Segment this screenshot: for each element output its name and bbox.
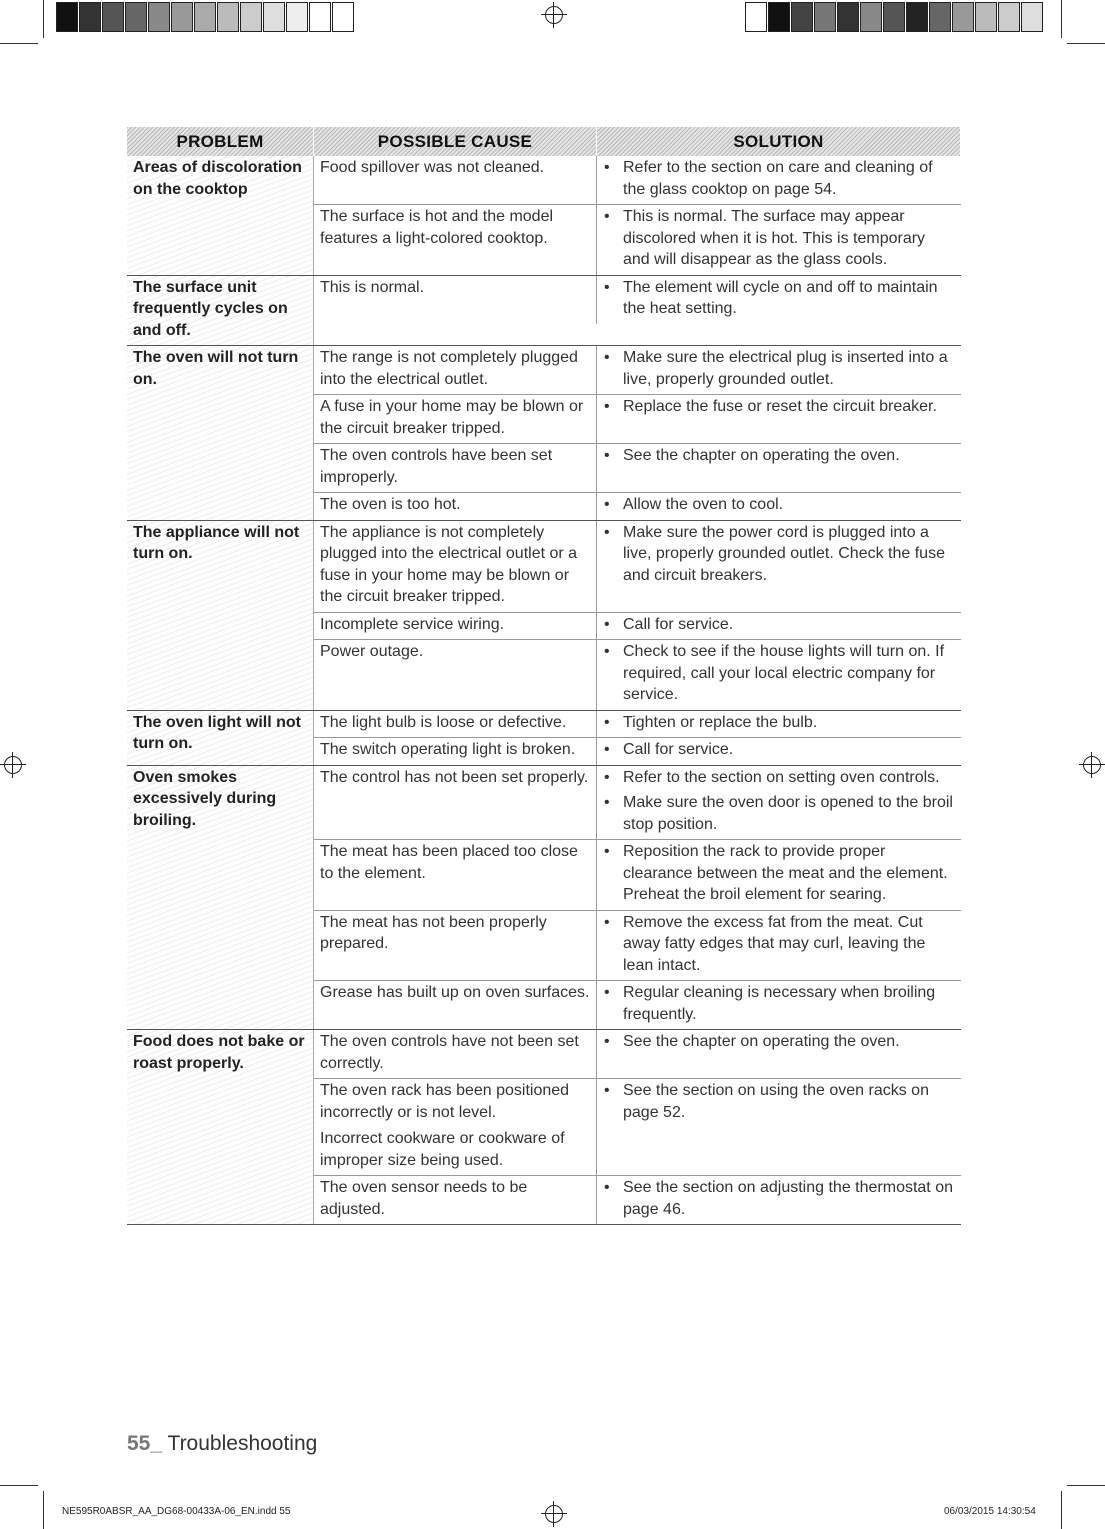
cause-cell: The meat has been placed too close to the element. [314, 840, 597, 910]
solution-cell [597, 766, 961, 840]
page-number: 55_ [127, 1432, 163, 1455]
solution-text: Replace the fuse or reset the circuit breaker. [623, 398, 937, 415]
cause-cell: Food spillover was not cleaned. [314, 156, 597, 204]
cause-cell: The control has not been set properly. [314, 766, 597, 840]
header-solution: SOLUTION [597, 127, 961, 156]
solution-item [603, 641, 955, 706]
solution-text: Make sure the oven door is opened to the broil stop position. [623, 794, 953, 833]
cause-cell: The switch operating light is broken. [314, 738, 597, 765]
header-problem: PROBLEM [127, 127, 314, 156]
cause-cell: Incorrect cookware or cookware of improper size being used. [314, 1127, 597, 1175]
solution-cell [597, 738, 961, 765]
problem-group [127, 346, 961, 521]
table-row [314, 394, 961, 443]
solution-item [603, 1177, 955, 1220]
bullet-icon: • [604, 1033, 610, 1050]
solution-item [603, 614, 955, 636]
solution-cell [597, 521, 961, 612]
color-bar-right [745, 2, 1044, 32]
cause-cell: The surface is hot and the model features a light-colored cooktop. [314, 205, 597, 275]
cause-cell: The meat has not been properly prepared. [314, 911, 597, 981]
solution-item [603, 396, 955, 418]
problem-group [127, 156, 961, 276]
table-row [314, 1175, 961, 1224]
problem-cell: The oven will not turn on. [127, 346, 314, 520]
problem-group [127, 766, 961, 1031]
solution-text: Call for service. [623, 741, 734, 758]
bullet-icon: • [604, 643, 610, 660]
bullet-icon: • [604, 496, 610, 513]
problem-cell: Oven smokes excessively during broiling. [127, 766, 314, 1030]
table-header [127, 127, 961, 156]
solution-text: Tighten or replace the bulb. [623, 713, 818, 731]
solution-text: Check to see if the house lights will turn on. If required, call your local electric company for service. [623, 643, 945, 703]
table-row [314, 492, 961, 520]
solution-item [603, 712, 955, 734]
bullet-icon: • [604, 447, 610, 464]
table-row [314, 1078, 961, 1127]
file-slug: NE595R0ABSR_AA_DG68-00433A-06_EN.indd 55 [62, 1506, 291, 1517]
table-row [314, 639, 961, 710]
solution-cell [597, 981, 961, 1029]
solution-item [603, 347, 955, 390]
solution-item [603, 445, 955, 467]
bullet-icon: • [604, 278, 610, 296]
table-row [314, 980, 961, 1029]
solution-text: This is normal. The surface may appear discolored when it is hot. This is temporary and will disappear as the glass cools. [623, 208, 926, 268]
table-row [314, 910, 961, 981]
cause-cell: The appliance is not completely plugged into the electrical outlet or a fuse in your home may be blown or the circuit breaker tripped. [314, 521, 597, 612]
table-row [314, 711, 961, 738]
solution-item [603, 912, 955, 977]
solution-item [603, 841, 955, 906]
bullet-icon: • [604, 159, 610, 176]
table-row [314, 737, 961, 765]
bullet-icon: • [604, 768, 610, 786]
table-row [314, 276, 961, 324]
solution-cell [597, 1176, 961, 1224]
table-row [314, 612, 961, 640]
problem-cell: The surface unit frequently cycles on and off. [127, 276, 314, 346]
cause-cell: The oven is too hot. [314, 493, 597, 520]
bullet-icon: • [604, 913, 610, 931]
bullet-icon: • [604, 349, 610, 366]
registration-mark-icon [4, 756, 22, 774]
bullet-icon: • [604, 398, 610, 415]
solution-text: The element will cycle on and off to maintain the heat setting. [623, 278, 938, 317]
bullet-icon: • [604, 523, 610, 541]
problem-group [127, 711, 961, 766]
bullet-icon: • [604, 843, 610, 860]
solution-cell [597, 711, 961, 738]
solution-text: Regular cleaning is necessary when broiling frequently. [623, 984, 936, 1023]
solution-item [603, 1080, 955, 1123]
registration-mark-icon [1083, 756, 1101, 774]
solution-text: Remove the excess fat from the meat. Cut away fatty edges that may curl, leaving the lean intact. [623, 913, 926, 974]
solution-cell [597, 640, 961, 710]
solution-text: Make sure the electrical plug is inserted into a live, properly grounded outlet. [623, 349, 948, 388]
solution-text: See the section on using the oven racks on page 52. [623, 1082, 929, 1121]
solution-cell [597, 493, 961, 520]
solution-item [603, 522, 955, 587]
solution-item [603, 206, 955, 271]
solution-item [603, 739, 955, 761]
page-footer [127, 1432, 317, 1456]
solution-item [603, 494, 955, 516]
table-row [314, 156, 961, 204]
solution-text: See the chapter on operating the oven. [623, 1033, 900, 1050]
problem-cell: The oven light will not turn on. [127, 711, 314, 765]
problem-group [127, 521, 961, 711]
solution-cell [597, 156, 961, 204]
table-row [314, 1127, 961, 1175]
solution-item [603, 792, 955, 835]
problem-group [127, 1030, 961, 1225]
crop-mark [43, 1491, 44, 1529]
bullet-icon: • [604, 741, 610, 758]
solution-cell [597, 613, 961, 640]
solution-cell [597, 1127, 961, 1175]
solution-cell [597, 1079, 961, 1127]
print-date: 06/03/2015 14:30:54 [944, 1506, 1036, 1517]
bullet-icon: • [604, 713, 610, 731]
cause-cell: The oven rack has been positioned incorrectly or is not level. [314, 1079, 597, 1127]
crop-mark [0, 1485, 38, 1486]
crop-mark [43, 0, 44, 38]
cause-cell: Incomplete service wiring. [314, 613, 597, 640]
registration-mark-icon [545, 6, 563, 24]
bullet-icon: • [604, 208, 610, 225]
cause-cell: A fuse in your home may be blown or the circuit breaker tripped. [314, 395, 597, 443]
cause-cell: Grease has built up on oven surfaces. [314, 981, 597, 1029]
solution-cell [597, 911, 961, 981]
problem-cell: Areas of discoloration on the cooktop [127, 156, 314, 275]
problem-group [127, 276, 961, 347]
solution-item [603, 982, 955, 1025]
table-row [314, 521, 961, 612]
solution-cell [597, 1030, 961, 1078]
color-bar-left [56, 2, 355, 32]
solution-item [603, 767, 955, 789]
header-possible-cause: POSSIBLE CAUSE [314, 127, 597, 156]
solution-text: Make sure the power cord is plugged into a live, properly grounded outlet. Check the fuse and circuit breakers. [623, 523, 945, 584]
solution-text: Refer to the section on care and cleaning of the glass cooktop on page 54. [623, 159, 933, 198]
cause-cell: The light bulb is loose or defective. [314, 711, 597, 738]
problem-cell: Food does not bake or roast properly. [127, 1030, 314, 1224]
table-row [314, 346, 961, 394]
solution-text: Refer to the section on setting oven controls. [623, 768, 940, 786]
solution-text: Allow the oven to cool. [623, 496, 784, 513]
registration-mark-icon [545, 1505, 563, 1523]
table-row [314, 443, 961, 492]
solution-text: See the chapter on operating the oven. [623, 447, 900, 464]
solution-text: Reposition the rack to provide proper clearance between the meat and the element. Preheat the broil element for searing. [623, 843, 948, 903]
solution-item [603, 1031, 955, 1053]
bullet-icon: • [604, 984, 610, 1001]
table-row [314, 1030, 961, 1078]
table-body [127, 156, 961, 1225]
cause-cell: The oven sensor needs to be adjusted. [314, 1176, 597, 1224]
bullet-icon: • [604, 1082, 610, 1099]
solution-item [603, 157, 955, 200]
solution-cell [597, 205, 961, 275]
crop-mark [0, 43, 38, 44]
cause-cell: Power outage. [314, 640, 597, 710]
cause-cell: The oven controls have not been set correctly. [314, 1030, 597, 1078]
problem-cell: The appliance will not turn on. [127, 521, 314, 710]
solution-item [603, 277, 955, 320]
cause-cell: The oven controls have been set improperly. [314, 444, 597, 492]
solution-cell [597, 840, 961, 910]
crop-mark [1061, 0, 1062, 38]
troubleshooting-table [127, 127, 961, 1225]
cause-cell: This is normal. [314, 276, 597, 324]
crop-mark [1067, 43, 1105, 44]
bullet-icon: • [604, 615, 610, 633]
crop-mark [1067, 1485, 1105, 1486]
bullet-icon: • [604, 794, 610, 811]
section-title: Troubleshooting [167, 1432, 318, 1455]
table-row [314, 204, 961, 275]
solution-cell [597, 395, 961, 443]
solution-cell [597, 276, 961, 324]
bullet-icon: • [604, 1179, 610, 1196]
solution-cell [597, 444, 961, 492]
table-row [314, 766, 961, 840]
solution-text: Call for service. [623, 615, 734, 633]
solution-text: See the section on adjusting the thermostat on page 46. [623, 1179, 953, 1218]
table-row [314, 839, 961, 910]
crop-mark [1061, 1491, 1062, 1529]
cause-cell: The range is not completely plugged into the electrical outlet. [314, 346, 597, 394]
solution-cell [597, 346, 961, 394]
